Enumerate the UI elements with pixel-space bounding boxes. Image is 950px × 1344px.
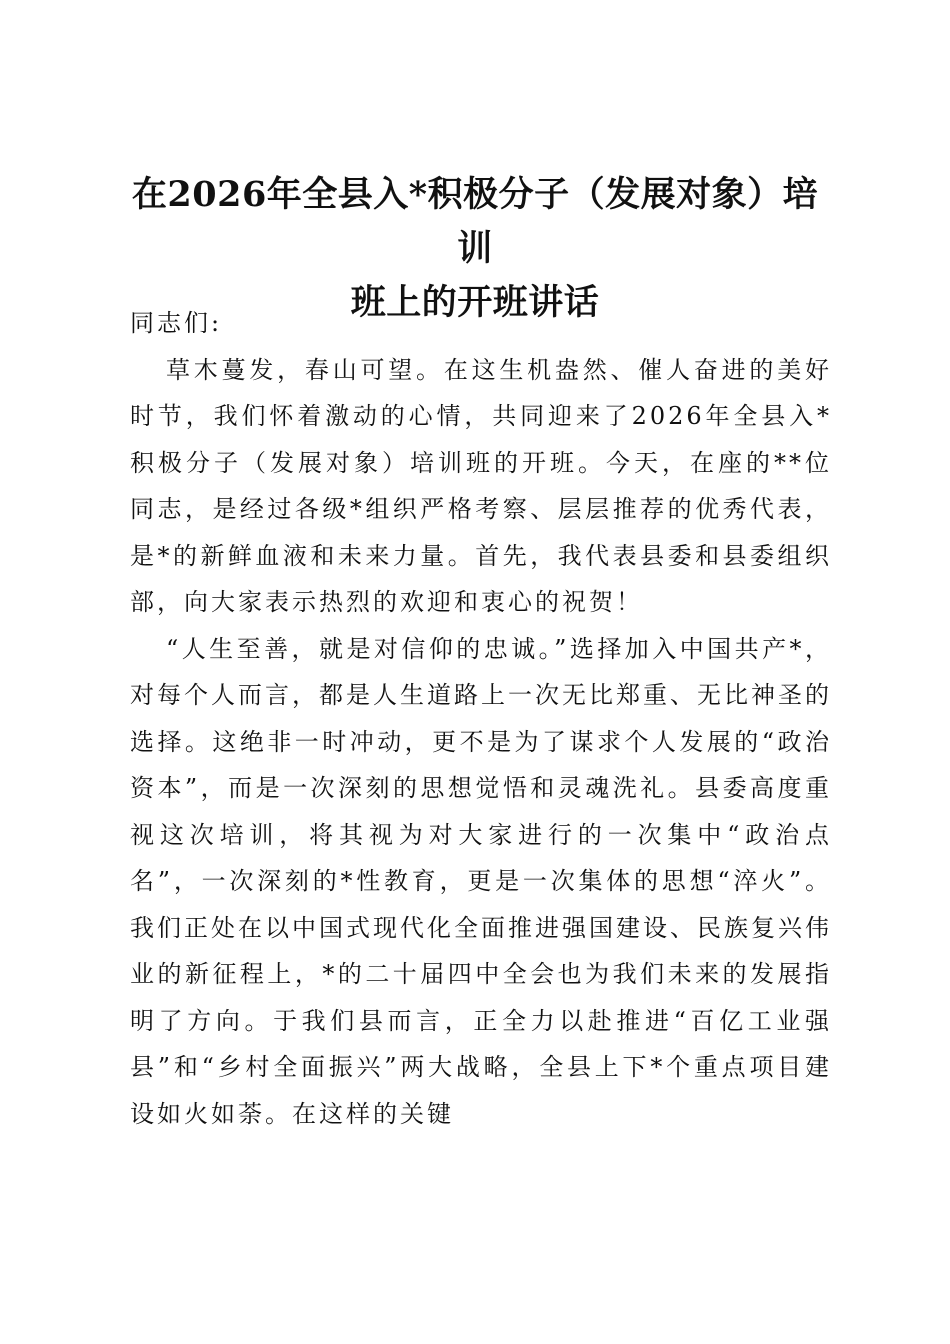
paragraph-opening: 草木蔓发，春山可望。在这生机盎然、催人奋进的美好时节，我们怀着激动的心情，共同迎来了2026年全县入*积极分子（发展对象）培训班的开班。今天，在座的**位同志，是经过各级*组织严格考察、层层推荐的优秀代表，是*的新鲜血液和未来力量。首先，我代表县委和县委组织部，向大家表示热烈的欢迎和衷心的祝贺！ xyxy=(130,355,832,616)
title-line-1: 在2026年全县入*积极分子（发展对象）培训 xyxy=(131,174,819,269)
salutation: 同志们: xyxy=(130,309,223,337)
paragraph-significance: “人生至善，就是对信仰的忠诚。”选择加入中国共产*，对每个人而言，都是人生道路上一次无比郑重、无比神圣的选择。这绝非一时冲动，更不是为了谋求个人发展的“政治资本”，而是一次深刻的思想觉悟和灵魂洗礼。县委高度重视这次培训，将其视为对大家进行的一次集中“政治点名”，一次深刻的*性教育，更是一次集体的思想“淬火”。我们正处在以中国式现代化全面推进强国建设、民族复兴伟业的新征程上，*的二十届四中全会也为我们未来的发展指明了方向。于我们县而言，正全力以赴推进“百亿工业强县”和“乡村全面振兴”两大战略，全县上下*个重点项目建设如火如荼。在这样的关键 xyxy=(130,634,832,1128)
document-body xyxy=(130,300,832,1137)
title-line-2: 班上的开班讲话 xyxy=(350,282,600,323)
